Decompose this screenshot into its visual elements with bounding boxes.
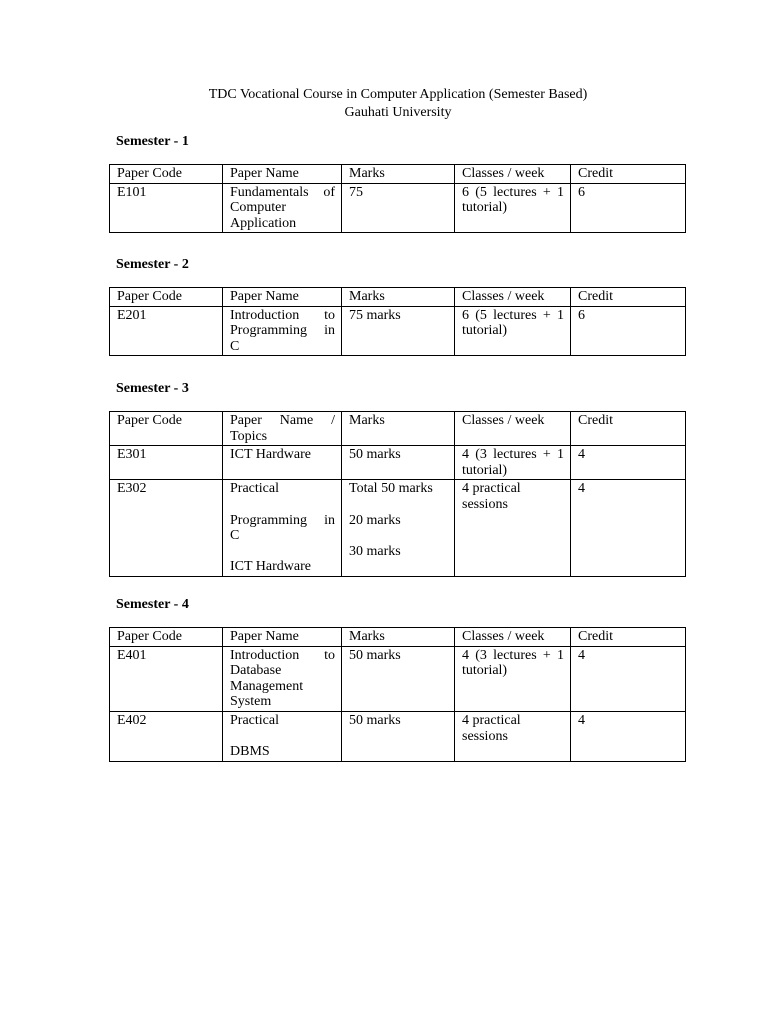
paper-code: E201 — [110, 306, 223, 356]
paper-code: E301 — [110, 446, 223, 480]
header-classes: Classes / week — [455, 628, 571, 647]
semester-2-heading: Semester - 2 — [116, 257, 189, 272]
marks: 75 — [342, 183, 455, 233]
classes-per-week: 6 (5 lectures + 1 tutorial) — [455, 306, 571, 356]
header-credit: Credit — [571, 628, 686, 647]
header-credit: Credit — [571, 412, 686, 446]
classes-per-week: 4 practical sessions — [455, 480, 571, 577]
credit: 6 — [571, 183, 686, 233]
header-paper-name: Paper Name — [223, 165, 342, 184]
semester-2-table — [109, 287, 686, 356]
table-row — [110, 646, 686, 711]
marks: 50 marks — [342, 711, 455, 761]
table-header-row — [110, 165, 686, 184]
marks: Total 50 marks 20 marks 30 marks — [342, 480, 455, 577]
semester-3-table — [109, 411, 686, 577]
semester-4-table — [109, 627, 686, 762]
paper-name: Fundamentals of Computer Application — [223, 183, 342, 233]
credit: 4 — [571, 711, 686, 761]
semester-4-heading: Semester - 4 — [116, 597, 189, 612]
title-line-2: Gauhati University — [344, 105, 452, 120]
paper-name: Introduction to Database Management System — [223, 646, 342, 711]
paper-name: Introduction to Programming in C — [223, 306, 342, 356]
header-marks: Marks — [342, 628, 455, 647]
paper-name: ICT Hardware — [223, 446, 342, 480]
header-classes: Classes / week — [455, 288, 571, 307]
credit: 4 — [571, 646, 686, 711]
paper-code: E401 — [110, 646, 223, 711]
header-classes: Classes / week — [455, 165, 571, 184]
credit: 4 — [571, 446, 686, 480]
paper-name: Practical DBMS — [223, 711, 342, 761]
header-marks: Marks — [342, 165, 455, 184]
paper-name: Practical Programming in C ICT Hardware — [223, 480, 342, 577]
paper-code: E101 — [110, 183, 223, 233]
classes-per-week: 4 (3 lectures + 1 tutorial) — [455, 646, 571, 711]
header-marks: Marks — [342, 412, 455, 446]
semester-1-table — [109, 164, 686, 233]
classes-per-week: 4 practical sessions — [455, 711, 571, 761]
marks: 75 marks — [342, 306, 455, 356]
marks: 50 marks — [342, 646, 455, 711]
table-header-row — [110, 628, 686, 647]
header-paper-code: Paper Code — [110, 288, 223, 307]
semester-3-heading: Semester - 3 — [116, 381, 189, 396]
header-paper-code: Paper Code — [110, 165, 223, 184]
table-row — [110, 711, 686, 761]
header-marks: Marks — [342, 288, 455, 307]
table-row — [110, 306, 686, 356]
title-line-1: TDC Vocational Course in Computer Application (Semester Based) — [208, 87, 588, 102]
paper-code: E302 — [110, 480, 223, 577]
header-paper-code: Paper Code — [110, 628, 223, 647]
paper-code: E402 — [110, 711, 223, 761]
header-classes: Classes / week — [455, 412, 571, 446]
marks: 50 marks — [342, 446, 455, 480]
header-paper-code: Paper Code — [110, 412, 223, 446]
table-row — [110, 446, 686, 480]
semester-1-heading: Semester - 1 — [116, 134, 189, 149]
classes-per-week: 6 (5 lectures + 1 tutorial) — [455, 183, 571, 233]
header-paper-name: Paper Name — [223, 628, 342, 647]
table-header-row — [110, 412, 686, 446]
table-row — [110, 480, 686, 577]
header-credit: Credit — [571, 165, 686, 184]
credit: 4 — [571, 480, 686, 577]
header-credit: Credit — [571, 288, 686, 307]
table-row — [110, 183, 686, 233]
classes-per-week: 4 (3 lectures + 1 tutorial) — [455, 446, 571, 480]
header-paper-name: Paper Name — [223, 288, 342, 307]
table-header-row — [110, 288, 686, 307]
header-paper-name: Paper Name / Topics — [223, 412, 342, 446]
document-title — [0, 86, 770, 122]
credit: 6 — [571, 306, 686, 356]
